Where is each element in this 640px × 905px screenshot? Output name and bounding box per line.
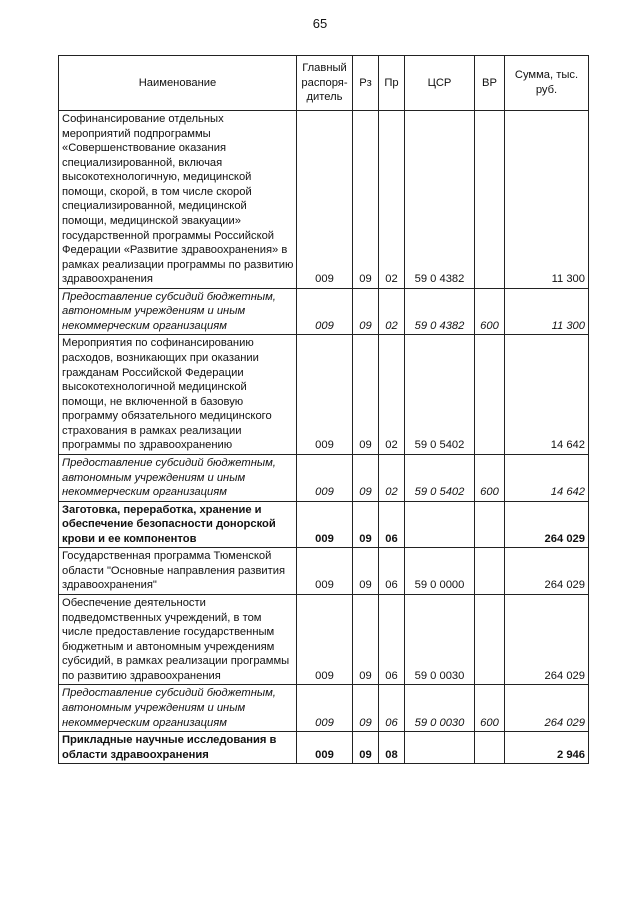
row-csr: 59 0 4382 xyxy=(405,111,475,289)
header-sum: Сумма, тыс. руб. xyxy=(505,56,589,111)
header-name: Наименование xyxy=(59,56,297,111)
row-vr xyxy=(475,501,505,548)
row-rz: 09 xyxy=(353,501,379,548)
row-name: Предоставление субсидий бюджетным, автономным учреждениям и иным некоммерческим организациям xyxy=(59,454,297,501)
row-vr xyxy=(475,111,505,289)
row-pr: 08 xyxy=(379,732,405,764)
row-name: Предоставление субсидий бюджетным, автономным учреждениям и иным некоммерческим организациям xyxy=(59,685,297,732)
row-sum: 2 946 xyxy=(505,732,589,764)
row-sum: 14 642 xyxy=(505,335,589,455)
header-csr: ЦСР xyxy=(405,56,475,111)
row-name: Обеспечение деятельности подведомственных учреждений, в том числе предоставление государственным бюджетным и автономным учреждениям субсидий, в рамках реализации программы по развитию здравоохранения xyxy=(59,595,297,685)
row-pr: 06 xyxy=(379,595,405,685)
row-name: Государственная программа Тюменской области "Основные направления развития здравоохранения" xyxy=(59,548,297,595)
row-rz: 09 xyxy=(353,548,379,595)
table-row xyxy=(59,732,589,764)
budget-table xyxy=(58,55,589,764)
row-manager: 009 xyxy=(297,454,353,501)
row-rz: 09 xyxy=(353,288,379,335)
row-rz: 09 xyxy=(353,335,379,455)
row-manager: 009 xyxy=(297,111,353,289)
row-manager: 009 xyxy=(297,595,353,685)
header-pr: Пр xyxy=(379,56,405,111)
row-csr: 59 0 0030 xyxy=(405,595,475,685)
row-sum: 11 300 xyxy=(505,111,589,289)
row-csr: 59 0 0030 xyxy=(405,685,475,732)
row-manager: 009 xyxy=(297,685,353,732)
table-row xyxy=(59,501,589,548)
row-pr: 02 xyxy=(379,335,405,455)
row-pr: 02 xyxy=(379,454,405,501)
table-row xyxy=(59,685,589,732)
row-pr: 02 xyxy=(379,288,405,335)
table-row xyxy=(59,454,589,501)
row-manager: 009 xyxy=(297,288,353,335)
row-pr: 06 xyxy=(379,501,405,548)
row-pr: 02 xyxy=(379,111,405,289)
row-vr xyxy=(475,335,505,455)
row-csr: 59 0 5402 xyxy=(405,454,475,501)
row-sum: 14 642 xyxy=(505,454,589,501)
row-name: Предоставление субсидий бюджетным, автономным учреждениям и иным некоммерческим организациям xyxy=(59,288,297,335)
row-vr xyxy=(475,595,505,685)
row-vr xyxy=(475,732,505,764)
header-rz: Рз xyxy=(353,56,379,111)
row-pr: 06 xyxy=(379,685,405,732)
page-number: 65 xyxy=(312,16,328,31)
row-sum: 264 029 xyxy=(505,501,589,548)
row-csr: 59 0 4382 xyxy=(405,288,475,335)
table-row xyxy=(59,335,589,455)
table-row xyxy=(59,288,589,335)
row-sum: 11 300 xyxy=(505,288,589,335)
row-vr: 600 xyxy=(475,288,505,335)
row-rz: 09 xyxy=(353,111,379,289)
row-vr: 600 xyxy=(475,685,505,732)
table-row xyxy=(59,111,589,289)
header-row xyxy=(59,56,589,111)
row-rz: 09 xyxy=(353,732,379,764)
row-name: Мероприятия по софинансированию расходов, возникающих при оказании гражданам Российской Федерации высокотехнологичной медицинской помощи, не включенной в базовую программу обязательного медицинского страхования в рамках реализации программы по здравоохранению xyxy=(59,335,297,455)
row-vr: 600 xyxy=(475,454,505,501)
row-manager: 009 xyxy=(297,335,353,455)
row-vr xyxy=(475,548,505,595)
row-csr xyxy=(405,732,475,764)
table-row xyxy=(59,595,589,685)
row-name: Заготовка, переработка, хранение и обеспечение безопасности донорской крови и ее компонентов xyxy=(59,501,297,548)
header-manager: Главный распоря-дитель xyxy=(297,56,353,111)
row-name: Прикладные научные исследования в области здравоохранения xyxy=(59,732,297,764)
row-rz: 09 xyxy=(353,454,379,501)
row-csr: 59 0 5402 xyxy=(405,335,475,455)
row-sum: 264 029 xyxy=(505,548,589,595)
row-csr: 59 0 0000 xyxy=(405,548,475,595)
header-vr: ВР xyxy=(475,56,505,111)
row-manager: 009 xyxy=(297,732,353,764)
row-sum: 264 029 xyxy=(505,685,589,732)
row-rz: 09 xyxy=(353,595,379,685)
row-pr: 06 xyxy=(379,548,405,595)
table-row xyxy=(59,548,589,595)
row-csr xyxy=(405,501,475,548)
row-rz: 09 xyxy=(353,685,379,732)
row-manager: 009 xyxy=(297,501,353,548)
row-name: Софинансирование отдельных мероприятий подпрограммы «Совершенствование оказания специализированной, включая высокотехнологичную, медицинской помощи, скорой, в том числе скорой специализированной, медицинской помощи, медицинской эвакуации» государственной программы Российской Федерации «Развитие здравоохранения» в рамках реализации программы по развитию здравоохранения xyxy=(59,111,297,289)
row-manager: 009 xyxy=(297,548,353,595)
row-sum: 264 029 xyxy=(505,595,589,685)
